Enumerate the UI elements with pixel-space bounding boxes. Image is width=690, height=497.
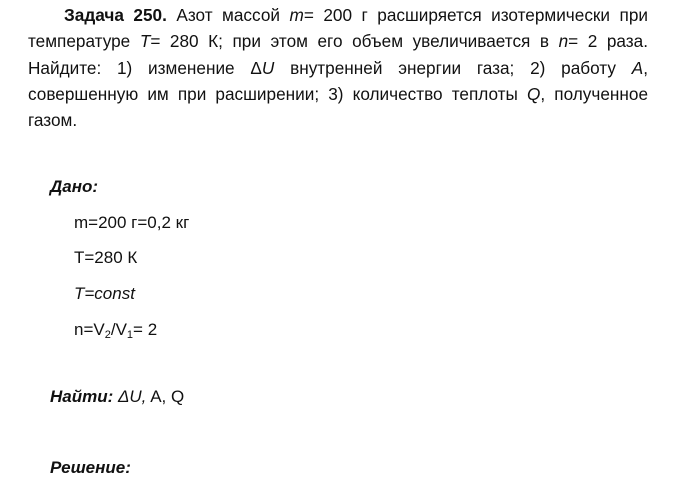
var-m: m [289,5,304,25]
delta-symbol: Δ [250,57,262,78]
given-isothermal: T=const [74,284,135,303]
var-n: n [558,31,569,52]
given-temperature: T=280 К [74,248,138,267]
var-a: A [631,57,644,78]
problem-text: , полученное газом. [28,83,649,131]
solution-heading: Решение: [50,458,131,477]
find-heading: Найти: [50,387,114,406]
find-delta-u: ΔU, [113,387,147,406]
find-line [50,386,184,408]
ratio-suffix: = 2 [133,320,158,339]
problem-text: = 2 раза. Найдите: 1) изменение [28,31,649,78]
problem-text: = 280 К; при этом его объем увеличивается в [150,31,559,52]
find-rest: A, Q [146,387,185,406]
ratio-sub-2: 2 [104,329,111,341]
problem-text: , совершенную им при расширении; 3) количество теплоты [28,57,648,104]
problem-text: = 200 г расширяется изотермически при температуре [28,5,649,52]
var-t: T [139,31,151,52]
given-heading: Дано: [50,177,99,196]
problem-title: Задача 250. [64,5,167,25]
problem-statement [28,2,648,133]
var-q: Q [527,83,541,104]
ratio-sub-1: 1 [126,329,134,341]
var-u: U [261,57,275,78]
given-mass: m=200 г=0,2 кг [74,213,190,232]
problem-text: внутренней энергии газа; 2) работу [274,57,632,78]
given-volume-ratio [74,319,157,341]
ratio-prefix: n=V [74,320,105,339]
problem-text: Азот массой [166,5,290,25]
ratio-mid: /V [110,320,127,339]
